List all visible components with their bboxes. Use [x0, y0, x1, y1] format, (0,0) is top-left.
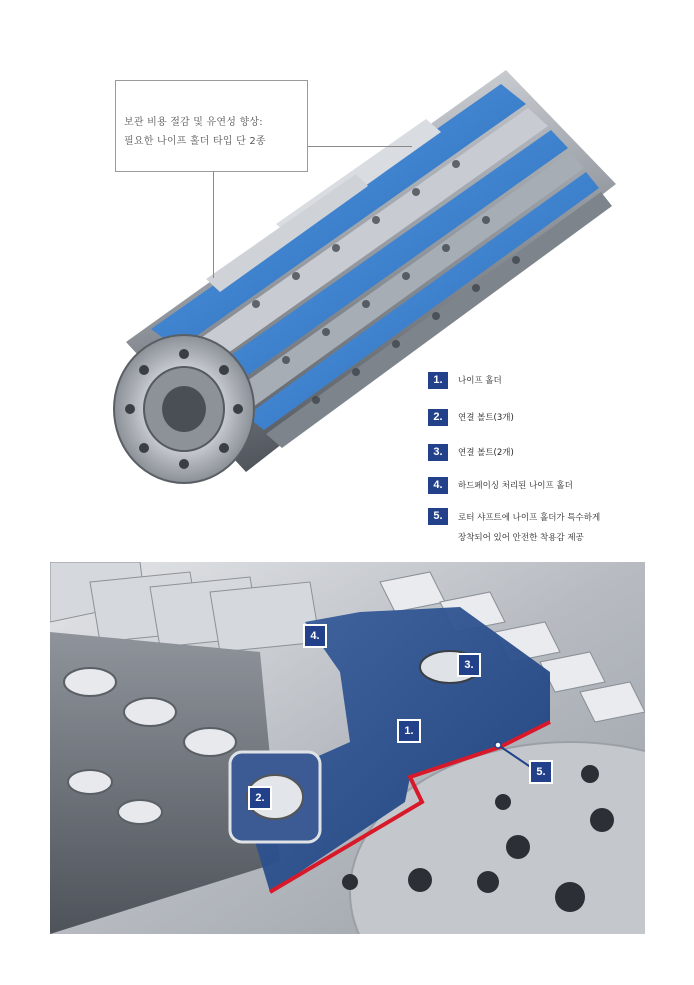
detail-tag-1: 1.: [397, 719, 421, 743]
legend-number: 5.: [428, 508, 448, 525]
legend-item-4: [428, 477, 573, 495]
callout-line-1: 보관 비용 절감 및 유연성 향상:: [124, 117, 263, 128]
callout-box: [115, 80, 308, 172]
legend-text: 하드페이싱 처리된 나이프 홀더: [458, 481, 573, 491]
callout-leader-stub: [213, 172, 214, 188]
detail-photo: [50, 562, 645, 934]
legend-item-2: [428, 409, 514, 427]
legend-text-multiline: [458, 508, 600, 548]
legend-number: 2.: [428, 409, 448, 426]
legend-text: 로터 샤프트에 나이프 홀더가 특수하게: [458, 513, 601, 523]
legend-text-line-2: 장착되어 있어 안전한 착용감 제공: [458, 533, 584, 543]
legend-number: 4.: [428, 477, 448, 494]
detail-tag-4: 4.: [303, 624, 327, 648]
detail-tag-5: 5.: [529, 760, 553, 784]
callout-leader-down: [213, 188, 214, 278]
detail-tag-2: 2.: [248, 786, 272, 810]
legend-text: 연결 볼트(2개): [458, 448, 514, 458]
detail-photo-svg: [50, 562, 645, 934]
legend-item-5: [428, 508, 600, 548]
legend-text: 나이프 홀더: [458, 376, 502, 386]
legend-item-1: [428, 372, 502, 390]
legend-number: 1.: [428, 372, 448, 389]
legend-item-3: [428, 444, 514, 462]
legend-number: 3.: [428, 444, 448, 461]
detail-tag-3: 3.: [457, 653, 481, 677]
callout-leader-right: [308, 146, 412, 147]
legend-text: 연결 볼트(3개): [458, 413, 514, 423]
callout-line-2: 필요한 나이프 홀더 타입 단 2종: [124, 136, 266, 147]
